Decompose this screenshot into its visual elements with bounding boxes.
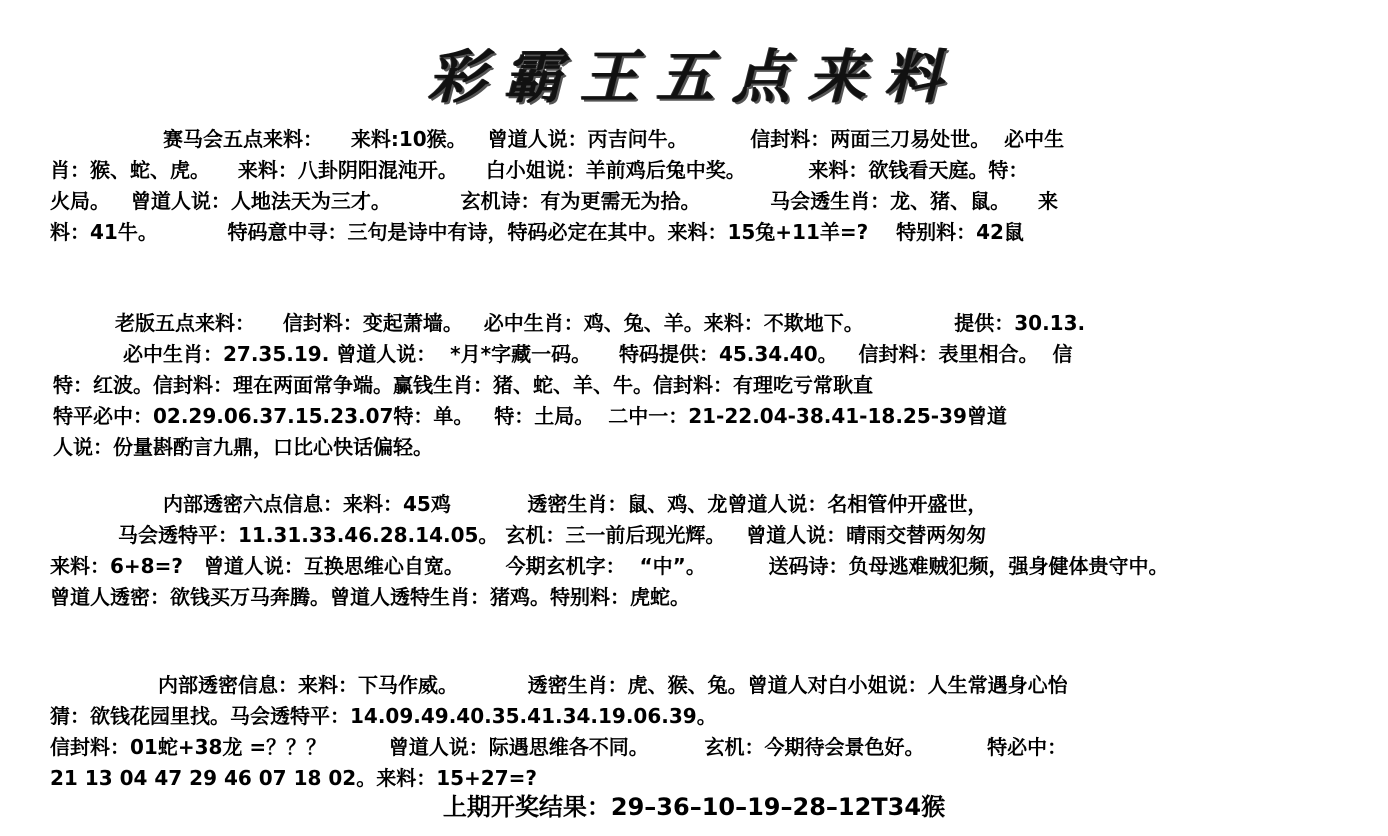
last-draw-result: 上期开奖结果：29–36–10–19–28–12T34猴: [442, 793, 946, 821]
text-line: 21 13 04 47 29 46 07 18 02。来料：15+27=?: [50, 766, 537, 790]
text-line: 内部透密信息：来料：下马作威。 透密生肖：虎、猴、兔。曾道人对白小姐说：人生常遇身心怡: [158, 673, 1068, 697]
text-line: 特：红波。信封料：理在两面常争端。赢钱生肖：猪、蛇、羊、牛。信封料：有理吃亏常耿直: [53, 373, 873, 397]
text-line: 料：41牛。 特码意中寻：三句是诗中有诗，特码必定在其中。来料：15兔+11羊=? 特别料：42鼠: [50, 220, 1024, 244]
text-line: 老版五点来料： 信封料：变起萧墙。 必中生肖：鸡、兔、羊。来料：不欺地下。 提供：30.13.: [115, 311, 1086, 335]
text-line: 火局。 曾道人说：人地法天为三才。 玄机诗：有为更需无为拾。 马会透生肖：龙、猪、鼠。 来: [50, 189, 1058, 213]
text-line: 肖：猴、蛇、虎。 来料：八卦阴阳混沌开。 白小姐说：羊前鸡后兔中奖。 来料：欲钱看天庭。特：: [50, 158, 1029, 182]
text-line: 曾道人透密：欲钱买万马奔腾。曾道人透特生肖：猪鸡。特别料：虎蛇。: [50, 585, 690, 609]
text-line: 必中生肖：27.35.19. 曾道人说： *月*字藏一码。 特码提供：45.34.40。 信封料：表里相合。 信: [123, 342, 1073, 366]
text-line: 内部透密六点信息：来料：45鸡 透密生肖：鼠、鸡、龙曾道人说：名相管仲开盛世，: [163, 492, 988, 516]
text-line: 来料：6+8=? 曾道人说：互换思维心自宽。 今期玄机字： “中”。 送码诗：负母逃难贼犯频，强身健体贵守中。: [50, 554, 1169, 578]
text-line: 赛马会五点来料： 来料:10猴。 曾道人说：丙吉问牛。 信封料：两面三刀易处世。 必中生: [163, 127, 1065, 151]
text-line: 猜：欲钱花园里找。马会透特平：14.09.49.40.35.41.34.19.06.39。: [50, 704, 717, 728]
text-line: 信封料：01蛇+38龙 =？？？ 曾道人说：际遇思维各不同。 玄机：今期待会景色好。 特必中：: [50, 735, 1068, 759]
page-title: 彩霸王五点来料: [427, 43, 960, 111]
text-line: 特平必中：02.29.06.37.15.23.07特：单。 特：土局。 二中一：21-22.04-38.41-18.25-39曾道: [53, 404, 1007, 428]
text-line: 人说：份量斟酌言九鼎，口比心快话偏轻。: [53, 435, 433, 459]
text-line: 马会透特平：11.31.33.46.28.14.05。 玄机：三一前后现光辉。 曾道人说：晴雨交替两匆匆: [118, 523, 987, 547]
